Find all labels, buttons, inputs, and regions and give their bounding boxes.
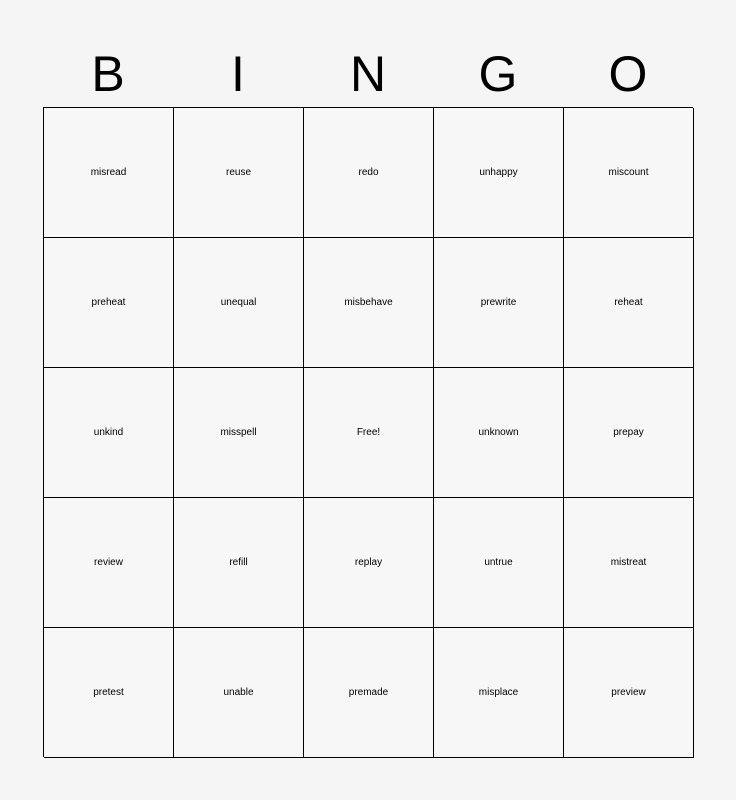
bingo-cell[interactable]: unknown: [434, 368, 564, 498]
header-letter-i: I: [231, 46, 245, 102]
bingo-cell[interactable]: mistreat: [564, 498, 694, 628]
bingo-cell[interactable]: miscount: [564, 108, 694, 238]
bingo-cell[interactable]: review: [44, 498, 174, 628]
bingo-cell[interactable]: preview: [564, 628, 694, 758]
bingo-header: [43, 40, 693, 108]
bingo-cell[interactable]: unable: [174, 628, 304, 758]
bingo-cell[interactable]: misspell: [174, 368, 304, 498]
header-letter-b: B: [91, 46, 125, 102]
header-letter-n: N: [349, 46, 387, 102]
bingo-cell[interactable]: replay: [304, 498, 434, 628]
bingo-cell[interactable]: untrue: [434, 498, 564, 628]
bingo-cell[interactable]: misbehave: [304, 238, 434, 368]
bingo-cell[interactable]: misread: [44, 108, 174, 238]
bingo-cell[interactable]: pretest: [44, 628, 174, 758]
bingo-cell[interactable]: refill: [174, 498, 304, 628]
bingo-cell[interactable]: reuse: [174, 108, 304, 238]
bingo-cell[interactable]: prepay: [564, 368, 694, 498]
bingo-cell[interactable]: reheat: [564, 238, 694, 368]
bingo-cell[interactable]: preheat: [44, 238, 174, 368]
bingo-cell[interactable]: unkind: [44, 368, 174, 498]
bingo-cell[interactable]: premade: [304, 628, 434, 758]
bingo-cell[interactable]: prewrite: [434, 238, 564, 368]
bingo-cell[interactable]: unhappy: [434, 108, 564, 238]
header-letter-g: G: [478, 46, 518, 102]
free-space-cell[interactable]: Free!: [304, 368, 434, 498]
bingo-cell[interactable]: unequal: [174, 238, 304, 368]
bingo-cell[interactable]: misplace: [434, 628, 564, 758]
header-letter-o: O: [608, 46, 648, 102]
bingo-board: [43, 107, 693, 757]
bingo-cell[interactable]: redo: [304, 108, 434, 238]
